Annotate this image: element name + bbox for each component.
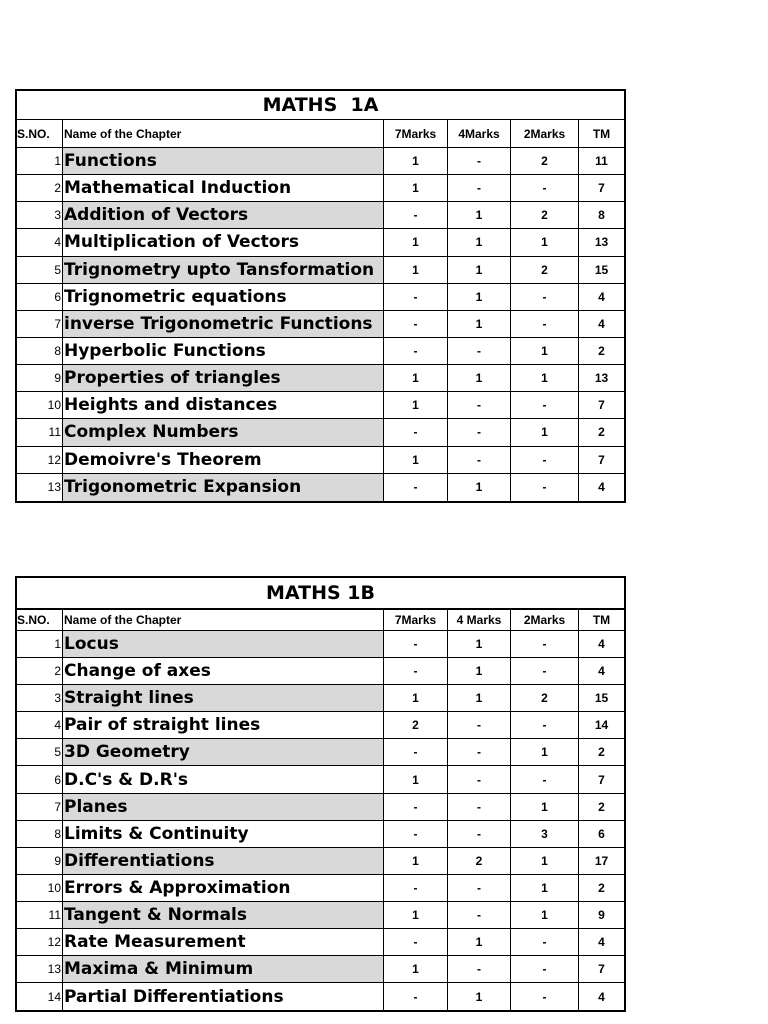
table-row (17, 848, 624, 875)
marks-7-count: 1 (384, 848, 448, 874)
marks-2-count: - (511, 392, 579, 418)
marks-4-count: 1 (448, 631, 511, 657)
chapter-name: Tangent & Normals (63, 902, 384, 928)
marks-7-count: - (384, 419, 448, 445)
marks-2-count: 1 (511, 229, 579, 255)
chapter-name: 3D Geometry (63, 739, 384, 765)
table-body (17, 631, 624, 1010)
header-4marks: 4 Marks (448, 610, 511, 630)
total-marks: 4 (598, 989, 605, 1004)
row-sno: 10 (17, 392, 63, 418)
marks-2-count: 1 (511, 338, 579, 364)
chapter-name: inverse Trigonometric Functions (63, 311, 384, 337)
total-marks: 2 (598, 745, 605, 760)
marks-2-count: - (511, 929, 579, 955)
marks-2-count: 1 (511, 739, 579, 765)
marks-7-count: 1 (384, 956, 448, 982)
marks-4-count: 1 (448, 257, 511, 283)
marks-2-count: 1 (511, 875, 579, 901)
marks-2-count: 1 (511, 848, 579, 874)
marks-4-count: - (448, 175, 511, 201)
row-sno: 7 (17, 311, 63, 337)
total-marks: 2 (598, 425, 605, 440)
total-marks: 13 (594, 235, 609, 250)
marks-2-count: 1 (511, 794, 579, 820)
table-row (17, 148, 624, 175)
row-sno: 12 (17, 929, 63, 955)
marks-7-count: - (384, 929, 448, 955)
row-sno: 10 (17, 875, 63, 901)
marks-4-count: - (448, 766, 511, 792)
total-marks: 4 (598, 935, 605, 950)
chapter-name: Partial Differentiations (63, 983, 384, 1010)
table-row (17, 311, 624, 338)
maths-1b-table (15, 576, 626, 1012)
marks-7-count: 1 (384, 365, 448, 391)
marks-7-count: - (384, 739, 448, 765)
row-sno: 1 (17, 148, 63, 174)
marks-2-count: - (511, 474, 579, 501)
marks-4-count: - (448, 419, 511, 445)
table-row (17, 284, 624, 311)
chapter-name: Functions (63, 148, 384, 174)
marks-4-count: 1 (448, 658, 511, 684)
table-row (17, 929, 624, 956)
maths-1a-table (15, 89, 626, 503)
table-row (17, 794, 624, 821)
header-row (17, 610, 624, 631)
total-marks: 8 (598, 208, 605, 223)
marks-4-count: 1 (448, 311, 511, 337)
header-chapter-name: Name of the Chapter (63, 610, 384, 630)
chapter-name: Mathematical Induction (63, 175, 384, 201)
total-marks: 4 (598, 316, 605, 331)
marks-4-count: - (448, 712, 511, 738)
marks-2-count: - (511, 658, 579, 684)
marks-2-count: 1 (511, 902, 579, 928)
table-title: MATHS 1A (17, 91, 624, 120)
table-row (17, 658, 624, 685)
table-row (17, 766, 624, 793)
marks-2-count: 1 (511, 365, 579, 391)
marks-2-count: - (511, 284, 579, 310)
marks-7-count: - (384, 631, 448, 657)
chapter-name: D.C's & D.R's (63, 766, 384, 792)
chapter-name: Complex Numbers (63, 419, 384, 445)
marks-7-count: - (384, 821, 448, 847)
table-row (17, 419, 624, 446)
total-marks: 4 (598, 637, 605, 652)
chapter-name: Trigonometric Expansion (63, 474, 384, 501)
row-sno: 8 (17, 821, 63, 847)
row-sno: 6 (17, 284, 63, 310)
chapter-name: Limits & Continuity (63, 821, 384, 847)
marks-4-count: - (448, 956, 511, 982)
marks-4-count: - (448, 794, 511, 820)
total-marks: 9 (598, 907, 605, 922)
table-row (17, 447, 624, 474)
header-sno: S.NO. (17, 610, 63, 630)
chapter-name: Trignometry upto Tansformation (63, 257, 384, 283)
marks-2-count: - (511, 631, 579, 657)
row-sno: 5 (17, 739, 63, 765)
header-2marks: 2Marks (511, 610, 579, 630)
table-row (17, 983, 624, 1010)
table-row (17, 821, 624, 848)
marks-4-count: - (448, 902, 511, 928)
marks-7-count: - (384, 875, 448, 901)
marks-2-count: 2 (511, 148, 579, 174)
row-sno: 1 (17, 631, 63, 657)
row-sno: 12 (17, 447, 63, 473)
table-row (17, 631, 624, 658)
table-row (17, 712, 624, 739)
total-marks: 15 (594, 691, 609, 706)
total-marks: 4 (598, 664, 605, 679)
marks-7-count: 1 (384, 392, 448, 418)
marks-7-count: - (384, 202, 448, 228)
marks-7-count: - (384, 338, 448, 364)
marks-7-count: 1 (384, 685, 448, 711)
table-row (17, 902, 624, 929)
row-sno: 2 (17, 175, 63, 201)
total-marks: 2 (598, 344, 605, 359)
table-row (17, 175, 624, 202)
header-total-marks: TM (592, 126, 611, 141)
marks-4-count: - (448, 739, 511, 765)
chapter-name: Addition of Vectors (63, 202, 384, 228)
row-sno: 2 (17, 658, 63, 684)
marks-2-count: - (511, 175, 579, 201)
marks-4-count: - (448, 821, 511, 847)
table-row (17, 875, 624, 902)
row-sno: 3 (17, 685, 63, 711)
marks-7-count: 2 (384, 712, 448, 738)
total-marks: 6 (598, 826, 605, 841)
chapter-name: Errors & Approximation (63, 875, 384, 901)
chapter-name: Trignometric equations (63, 284, 384, 310)
row-sno: 11 (17, 902, 63, 928)
marks-2-count: 1 (511, 419, 579, 445)
row-sno: 7 (17, 794, 63, 820)
total-marks: 7 (598, 181, 605, 196)
table-row (17, 685, 624, 712)
chapter-name: Rate Measurement (63, 929, 384, 955)
total-marks: 7 (598, 452, 605, 467)
marks-7-count: - (384, 794, 448, 820)
total-marks: 4 (598, 289, 605, 304)
marks-7-count: - (384, 658, 448, 684)
chapter-name: Heights and distances (63, 392, 384, 418)
header-total-marks: TM (592, 613, 611, 627)
row-sno: 5 (17, 257, 63, 283)
marks-7-count: 1 (384, 175, 448, 201)
total-marks: 7 (598, 962, 605, 977)
table-row (17, 739, 624, 766)
total-marks: 15 (594, 262, 609, 277)
marks-2-count: - (511, 956, 579, 982)
table-body (17, 148, 624, 501)
row-sno: 14 (17, 983, 63, 1010)
total-marks: 2 (598, 880, 605, 895)
marks-7-count: 1 (384, 148, 448, 174)
marks-4-count: 1 (448, 365, 511, 391)
marks-2-count: 3 (511, 821, 579, 847)
total-marks: 11 (595, 154, 608, 169)
row-sno: 9 (17, 365, 63, 391)
marks-4-count: - (448, 875, 511, 901)
marks-4-count: 1 (448, 685, 511, 711)
header-7marks: 7Marks (384, 610, 448, 630)
table-row (17, 338, 624, 365)
marks-2-count: - (511, 712, 579, 738)
table-row (17, 365, 624, 392)
table-title: MATHS 1B (17, 578, 624, 610)
table-row (17, 229, 624, 256)
marks-7-count: 1 (384, 447, 448, 473)
chapter-name: Locus (63, 631, 384, 657)
marks-2-count: - (511, 766, 579, 792)
marks-4-count: 1 (448, 474, 511, 501)
header-row (17, 120, 624, 148)
total-marks: 2 (598, 799, 605, 814)
marks-2-count: 2 (511, 257, 579, 283)
chapter-name: Change of axes (63, 658, 384, 684)
table-row (17, 474, 624, 501)
chapter-name: Hyperbolic Functions (63, 338, 384, 364)
row-sno: 9 (17, 848, 63, 874)
chapter-name: Properties of triangles (63, 365, 384, 391)
marks-4-count: 1 (448, 202, 511, 228)
marks-2-count: 2 (511, 685, 579, 711)
total-marks: 7 (598, 398, 605, 413)
marks-2-count: - (511, 447, 579, 473)
chapter-name: Demoivre's Theorem (63, 447, 384, 473)
chapter-name: Straight lines (63, 685, 384, 711)
marks-4-count: - (448, 447, 511, 473)
marks-4-count: 1 (448, 229, 511, 255)
chapter-name: Multiplication of Vectors (63, 229, 384, 255)
marks-7-count: - (384, 284, 448, 310)
marks-4-count: 1 (448, 284, 511, 310)
row-sno: 4 (17, 229, 63, 255)
marks-4-count: 2 (448, 848, 511, 874)
row-sno: 4 (17, 712, 63, 738)
row-sno: 11 (17, 419, 63, 445)
marks-2-count: 2 (511, 202, 579, 228)
marks-7-count: 1 (384, 902, 448, 928)
total-marks: 14 (594, 718, 609, 733)
marks-4-count: - (448, 392, 511, 418)
marks-4-count: - (448, 338, 511, 364)
row-sno: 3 (17, 202, 63, 228)
chapter-name: Differentiations (63, 848, 384, 874)
table-row (17, 257, 624, 284)
header-chapter-name: Name of the Chapter (63, 120, 384, 147)
marks-7-count: 1 (384, 229, 448, 255)
marks-7-count: - (384, 983, 448, 1010)
table-row (17, 202, 624, 229)
marks-7-count: - (384, 474, 448, 501)
chapter-name: Maxima & Minimum (63, 956, 384, 982)
row-sno: 6 (17, 766, 63, 792)
row-sno: 13 (17, 474, 63, 501)
row-sno: 8 (17, 338, 63, 364)
marks-7-count: - (384, 311, 448, 337)
marks-4-count: 1 (448, 983, 511, 1010)
total-marks: 7 (598, 772, 605, 787)
total-marks: 4 (598, 480, 605, 495)
row-sno: 13 (17, 956, 63, 982)
total-marks: 13 (594, 371, 609, 386)
total-marks: 17 (594, 853, 609, 868)
header-2marks: 2Marks (511, 120, 579, 147)
header-7marks: 7Marks (384, 120, 448, 147)
marks-2-count: - (511, 311, 579, 337)
chapter-name: Planes (63, 794, 384, 820)
header-sno: S.NO. (17, 120, 63, 147)
chapter-name: Pair of straight lines (63, 712, 384, 738)
marks-4-count: 1 (448, 929, 511, 955)
table-row (17, 392, 624, 419)
marks-4-count: - (448, 148, 511, 174)
header-4marks: 4Marks (448, 120, 511, 147)
marks-2-count: - (511, 983, 579, 1010)
marks-7-count: 1 (384, 766, 448, 792)
marks-7-count: 1 (384, 257, 448, 283)
table-row (17, 956, 624, 983)
